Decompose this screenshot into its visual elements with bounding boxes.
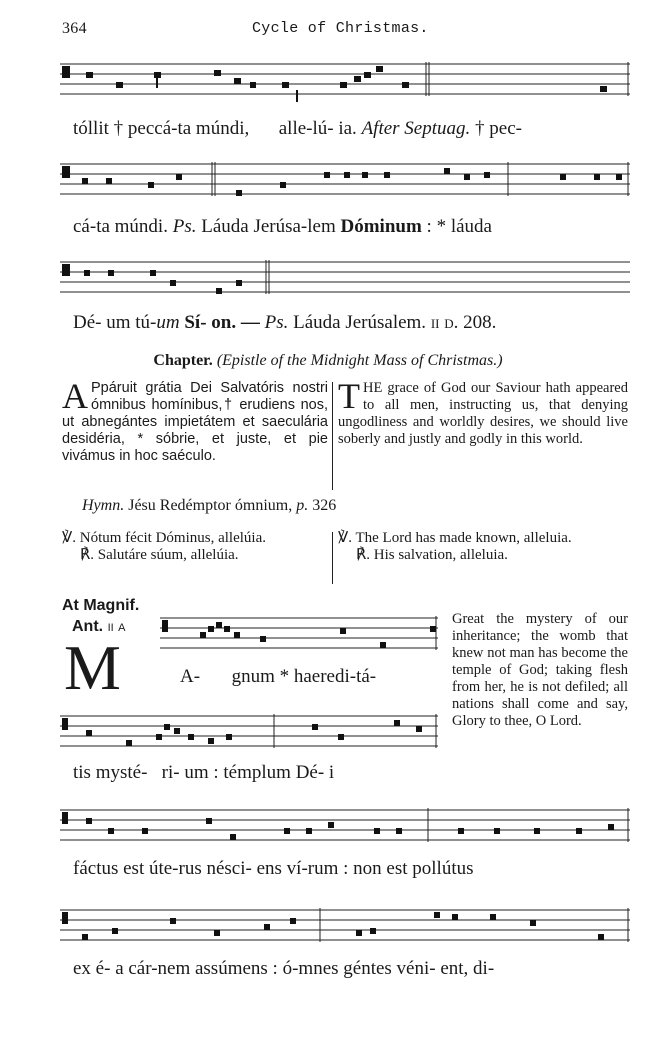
lyric-segment: alle-lú- ia. xyxy=(278,118,357,139)
lyric-segment: After Septuag. xyxy=(361,118,471,139)
lyric-segment: haeredi-tá- xyxy=(293,666,377,687)
lyric-segment: Dé- um tú- xyxy=(73,312,157,333)
latin-text: Ppáruit grátia Dei Salvatóris nostri ómnibus homínibus,† erudiens nos, ut abnegántes impietátem et saeculária desidéria, * sóbrie, et juste, et pie vivámus in hoc saéculo. xyxy=(62,380,328,464)
chapter-heading xyxy=(0,352,656,370)
hymn-line xyxy=(82,497,336,515)
chant-lyrics-1 xyxy=(73,118,522,140)
column-divider xyxy=(332,382,333,490)
hymn-page-ref: 326 xyxy=(312,497,337,514)
lyric-segment: tóllit † peccá-ta múndi, xyxy=(73,118,250,139)
lyric-segment: 208. xyxy=(463,312,497,333)
lyric-segment: A- xyxy=(180,666,201,687)
antiphon-lyrics-3: fáctus est úte-rus nésci- ens ví-rum : non est pollútus xyxy=(73,858,474,879)
chant-staff-1 xyxy=(60,58,630,114)
versicle-latin-r: ℟. Salutáre súum, allelúia. xyxy=(80,547,239,563)
versicle-latin-v: ℣. Nótum fécit Dóminus, allelúia. xyxy=(62,530,266,546)
chapter-latin xyxy=(62,376,328,465)
chant-staff-7 xyxy=(60,904,630,948)
versicle-english-r: ℟. His salvation, alleluia. xyxy=(356,547,508,563)
chant-staff-4 xyxy=(160,612,440,656)
antiphon-lyrics-1 xyxy=(180,666,376,688)
lyric-segment: Ps. xyxy=(264,312,289,333)
hymn-label: Hymn. xyxy=(82,497,125,514)
antiphon-label: Ant. ii a xyxy=(72,618,126,635)
chant-staff-5 xyxy=(60,710,440,754)
chant-lyrics-3 xyxy=(73,312,496,334)
chant-staff-2 xyxy=(60,158,630,202)
chapter-subtitle: (Epistle of the Midnight Mass of Christmas.) xyxy=(216,352,503,369)
antiphon-english: Great the mystery of our inheritance; the womb that knew not man has become the temple of God; taking flesh from her, he is not defiled; all nations shall come and say, Glory to thee, O Lord. xyxy=(452,611,628,729)
page-number: 364 xyxy=(62,20,87,37)
chapter-label: Chapter. xyxy=(153,352,213,369)
chant-staff-3 xyxy=(60,256,630,300)
lyric-segment: * xyxy=(279,666,290,687)
versicle-latin xyxy=(62,530,328,564)
lyric-segment: gnum xyxy=(231,666,275,687)
english-initial: T xyxy=(338,376,360,416)
antiphon-lyrics-4: ex é- a cár-nem assúmens : ó-mnes géntes véni- ent, di- xyxy=(73,958,495,979)
hymn-text: Jésu Redémptor ómnium, xyxy=(128,497,293,514)
lyric-segment: Láuda Jerúsa-lem xyxy=(201,216,336,237)
column-divider xyxy=(332,532,333,584)
lyric-segment: cá-ta múndi. xyxy=(73,216,168,237)
antiphon-mode: ii a xyxy=(107,618,126,635)
antiphon-initial: M xyxy=(64,632,121,703)
lyric-segment: ii d. xyxy=(430,312,459,333)
lyric-segment: um xyxy=(156,312,180,333)
lyric-segment: : * láuda xyxy=(426,216,492,237)
chant-staff-6 xyxy=(60,804,630,848)
lyric-segment: † pec- xyxy=(475,118,522,139)
lyric-segment: Ps. xyxy=(172,216,197,237)
chant-lyrics-2 xyxy=(73,216,492,238)
versicle-english-v: ℣. The Lord has made known, alleluia. xyxy=(338,530,572,546)
running-title: Cycle of Christmas. xyxy=(252,20,429,37)
magnificat-label: At Magnif. xyxy=(62,597,140,614)
hymn-page-label: p. xyxy=(296,497,309,514)
antiphon-lyrics-2: tis mysté- ri- um : témplum Dé- i xyxy=(73,762,335,783)
latin-initial: A xyxy=(62,376,88,416)
lyric-segment: Láuda Jerúsalem. xyxy=(293,312,427,333)
english-text: HE grace of God our Saviour hath appeared to all men, instructing us, that denying ungodliness and worldly desires, we should live soberly and justly and godly in this world. xyxy=(338,380,628,447)
chapter-english xyxy=(338,376,628,448)
lyric-segment: Dóminum xyxy=(340,216,422,237)
versicle-english xyxy=(338,530,628,564)
lyric-segment: Sí- on. — xyxy=(184,312,260,333)
